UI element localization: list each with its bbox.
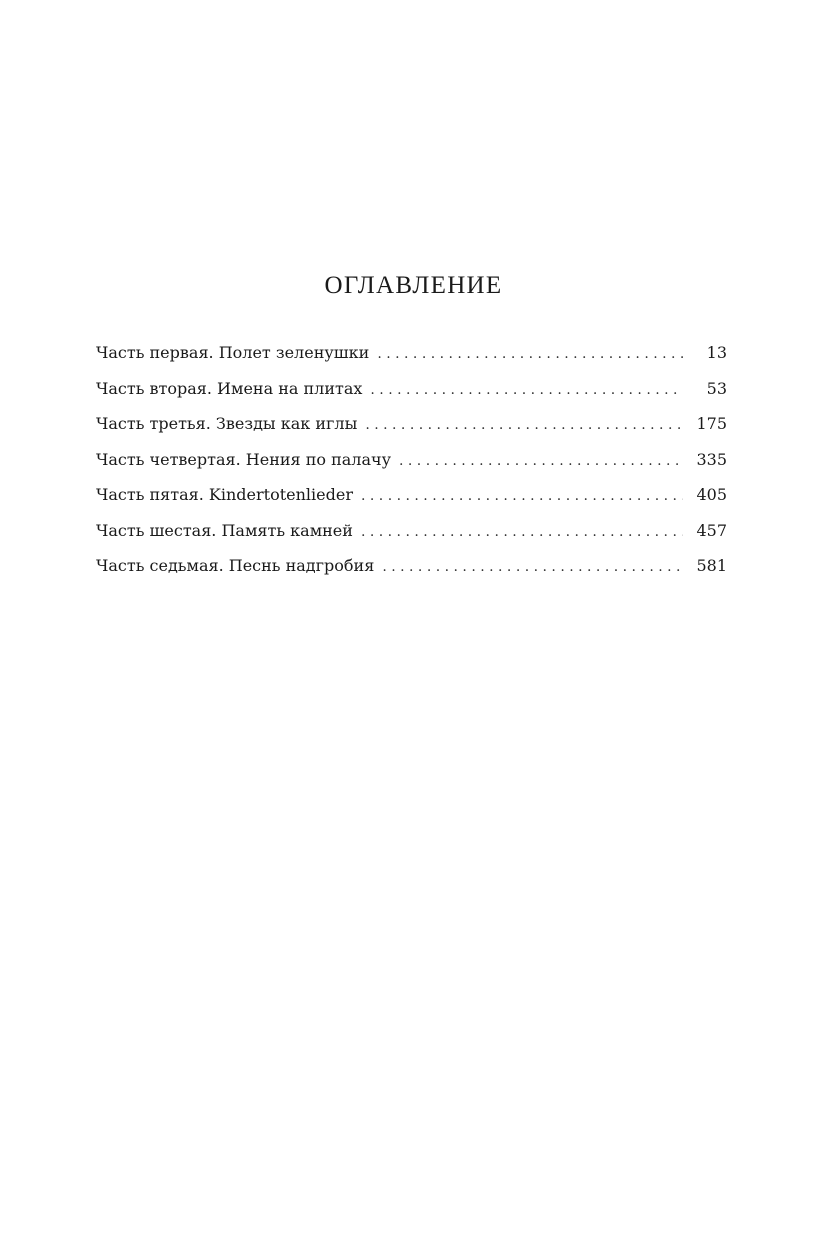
toc-entry-page: 405: [696, 485, 727, 504]
table-of-contents: [96, 335, 727, 584]
toc-entry[interactable]: [96, 335, 727, 371]
toc-entry-title: Часть первая. Полет зеленушки: [96, 343, 370, 362]
toc-entry[interactable]: [96, 477, 727, 513]
dot-leader: [361, 479, 683, 515]
toc-entry[interactable]: [96, 548, 727, 584]
toc-entry-title: Часть четвертая. Нения по палачу: [96, 449, 391, 469]
toc-entry[interactable]: [96, 406, 727, 442]
toc-entry-page: 13: [706, 343, 727, 362]
toc-entry[interactable]: [96, 371, 727, 407]
toc-entry[interactable]: [96, 442, 727, 478]
dot-leader: [370, 373, 683, 409]
toc-entry[interactable]: [96, 513, 727, 549]
toc-entry-title: Часть вторая. Имена на плитах: [96, 378, 363, 398]
toc-entry-title: Часть третья. Звезды как иглы: [96, 414, 358, 433]
toc-entry-title: Часть седьмая. Песнь надгробия: [96, 556, 375, 575]
dot-leader: [361, 515, 683, 551]
toc-entry-page: 175: [696, 414, 727, 433]
page-title: ОГЛАВЛЕНИЕ: [324, 272, 503, 299]
dot-leader: [399, 444, 683, 480]
toc-entry-title: Часть шестая. Память камней: [96, 520, 353, 540]
toc-entry-page: 53: [706, 378, 727, 398]
dot-leader: [365, 408, 683, 444]
dot-leader: [382, 550, 683, 586]
toc-entry-page: 335: [696, 449, 727, 469]
toc-entry-page: 581: [696, 556, 727, 575]
dot-leader: [377, 337, 683, 373]
toc-entry-title: Часть пятая. Kindertotenlieder: [96, 485, 353, 504]
toc-entry-page: 457: [696, 520, 727, 540]
